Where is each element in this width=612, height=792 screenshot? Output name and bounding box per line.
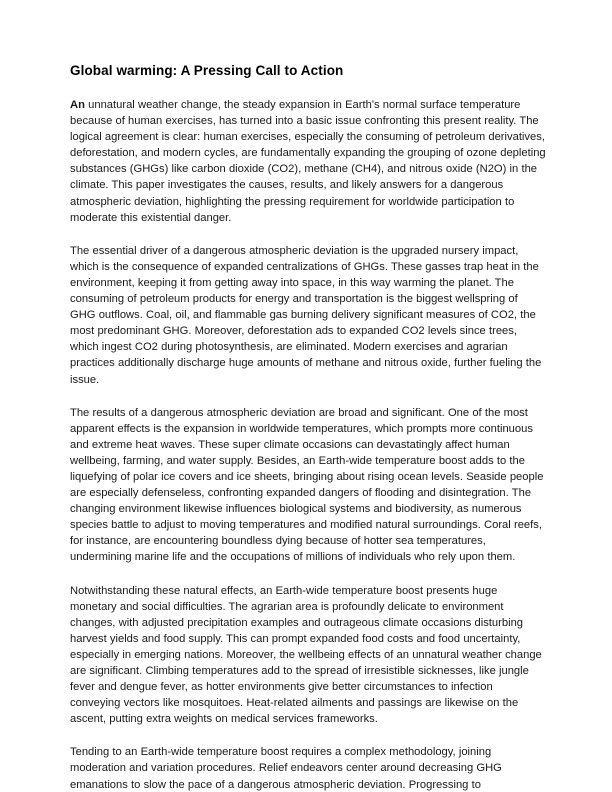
paragraph-1-text: unnatural weather change, the steady expansion in Earth's normal surface temperature because of human exercises, has turned into a basic issue confronting this present reality. The logical agreement is clear: human exercises, especially the consuming of petroleum derivatives, deforestation, and modern cycles, are fundamentally expanding the grouping of ozone depleting substances (GHGs) like carbon dioxide (CO2), methane (CH4), and nitrous oxide (N2O) in the climate. This paper investigates the causes, results, and likely answers for a dangerous atmospheric deviation, highlighting the pressing requirement for worldwide participation to moderate this existential danger. bbox=[70, 99, 546, 224]
paragraph-4: Notwithstanding these natural effects, an Earth-wide temperature boost presents huge monetary and social difficulties. The agrarian area is profoundly delicate to environment changes, with adjusted precipitation examples and outrageous climate occasions disturbing harvest yields and food supply. This can prompt expanded food costs and food uncertainty, especially in emerging nations. Moreover, the wellbeing effects of an unnatural weather change are significant. Climbing temperatures add to the spread of irresistible sicknesses, like jungle fever and dengue fever, as hotter environments give better circumstances to infection conveying vectors like mosquitoes. Heat-related ailments and passings are likewise on the ascent, putting extra weights on medical services frameworks. bbox=[70, 584, 542, 726]
paragraph-1 bbox=[70, 97, 546, 226]
page-title: Global warming: A Pressing Call to Action bbox=[70, 63, 344, 78]
paragraph-lead-word: An bbox=[70, 99, 85, 111]
paragraph-2: The essential driver of a dangerous atmospheric deviation is the upgraded nursery impact, which is the consequence of expanded centralizations of GHGs. These gasses trap heat in the environment, keeping it from getting away into space, in this way warming the planet. The consuming of petroleum products for energy and transportation is the biggest wellspring of GHG outflows. Coal, oil, and flammable gas burning delivery significant measures of CO2, the most predominant GHG. Moreover, deforestation ads to expanded CO2 levels since trees, which ingest CO2 during photosynthesis, are eliminated. Modern exercises and agrarian practices additionally discharge huge amounts of methane and nitrous oxide, further fueling the issue. bbox=[70, 244, 542, 386]
document-body bbox=[70, 62, 546, 792]
paragraph-3: The results of a dangerous atmospheric deviation are broad and significant. One of the most apparent effects is the expansion in worldwide temperatures, which prompts more continuous and extreme heat waves. These super climate occasions can devastatingly affect human wellbeing, farming, and water supply. Besides, an Earth-wide temperature boost adds to the liquefying of polar ice covers and ice sheets, bringing about rising ocean levels. Seaside people are especially defenseless, confronting expanded dangers of flooding and disintegration. The changing environment likewise influences biological systems and biodiversity, as numerous species battle to adjust to moving temperatures and modified natural surroundings. Coral reefs, for instance, are encountering boundless dying because of hotter sea temperatures, undermining marine life and the occupations of millions of individuals who rely upon them. bbox=[70, 406, 544, 564]
paragraph-5: Tending to an Earth-wide temperature boost requires a complex methodology, joining moderation and variation procedures. Relief endeavors center around decreasing GHG emanations to slow the pace of a dangerous atmospheric deviation. Progressing to bbox=[70, 746, 502, 791]
